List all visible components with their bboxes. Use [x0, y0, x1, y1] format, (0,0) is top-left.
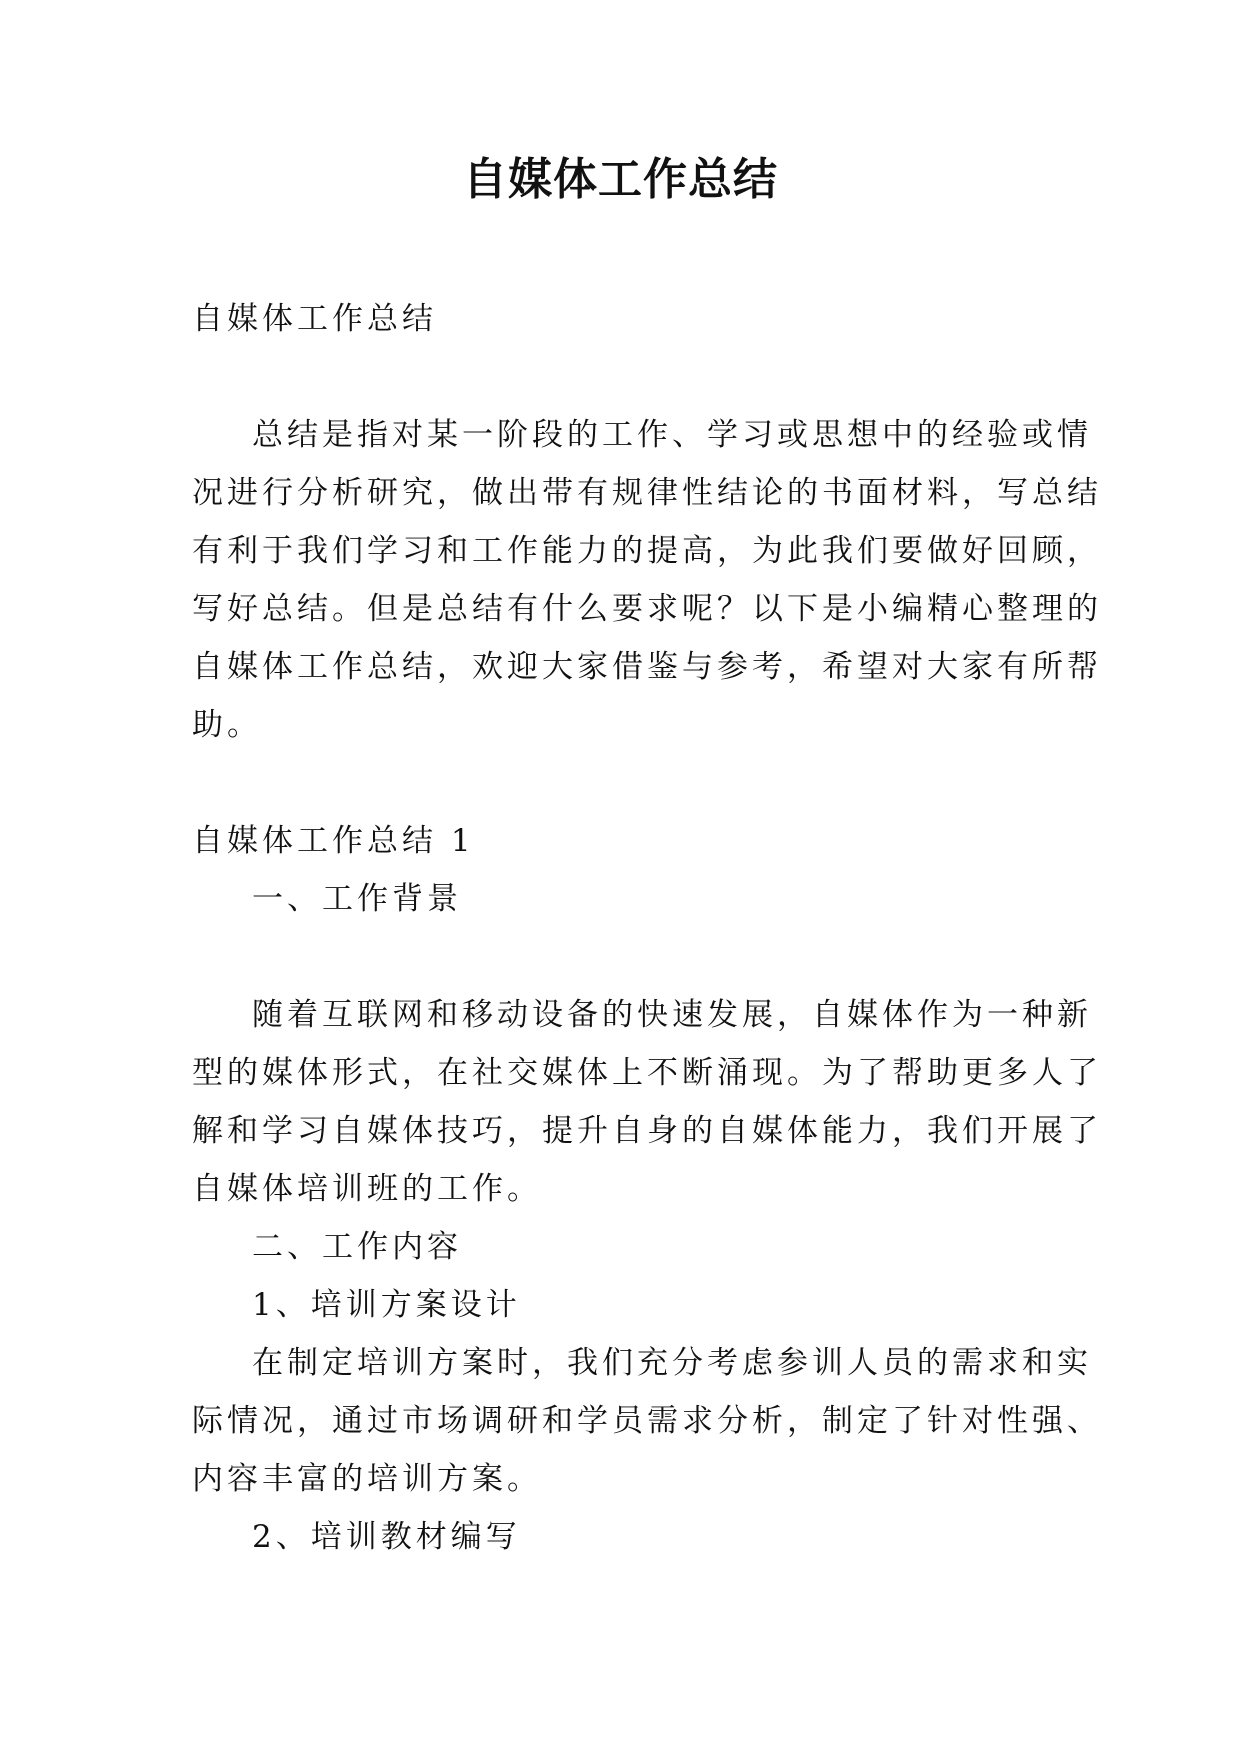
background-line: 自媒体培训班的工作。	[192, 1171, 542, 1207]
intro-line: 助。	[192, 707, 262, 743]
plan-paragraph	[192, 1334, 1102, 1508]
background-paragraph	[192, 986, 1102, 1218]
document-subtitle: 自媒体工作总结	[192, 301, 437, 337]
intro-line: 写好总结。但是总结有什么要求呢？以下是小编精心整理的	[192, 591, 1102, 627]
part-heading: 一、工作背景	[252, 881, 462, 917]
intro-line: 有利于我们学习和工作能力的提高，为此我们要做好回顾，	[192, 533, 1102, 569]
item-heading: 2、培训教材编写	[252, 1519, 521, 1555]
part-heading: 二、工作内容	[252, 1229, 462, 1265]
intro-paragraph	[192, 406, 1102, 754]
document-body	[192, 290, 1102, 1566]
background-line: 随着互联网和移动设备的快速发展，自媒体作为一种新	[252, 997, 1092, 1033]
background-line: 解和学习自媒体技巧，提升自身的自媒体能力，我们开展了	[192, 1113, 1102, 1149]
plan-line: 内容丰富的培训方案。	[192, 1461, 542, 1497]
background-line: 型的媒体形式，在社交媒体上不断涌现。为了帮助更多人了	[192, 1055, 1102, 1091]
document-title: 自媒体工作总结	[463, 154, 778, 205]
section-heading: 自媒体工作总结 1	[192, 823, 475, 859]
item-heading: 1、培训方案设计	[252, 1287, 521, 1323]
plan-line: 在制定培训方案时，我们充分考虑参训人员的需求和实	[252, 1345, 1092, 1381]
plan-line: 际情况，通过市场调研和学员需求分析，制定了针对性强、	[192, 1403, 1102, 1439]
intro-line: 总结是指对某一阶段的工作、学习或思想中的经验或情	[252, 417, 1092, 453]
intro-line: 自媒体工作总结，欢迎大家借鉴与参考，希望对大家有所帮	[192, 649, 1102, 685]
intro-line: 况进行分析研究，做出带有规律性结论的书面材料，写总结	[192, 475, 1102, 511]
